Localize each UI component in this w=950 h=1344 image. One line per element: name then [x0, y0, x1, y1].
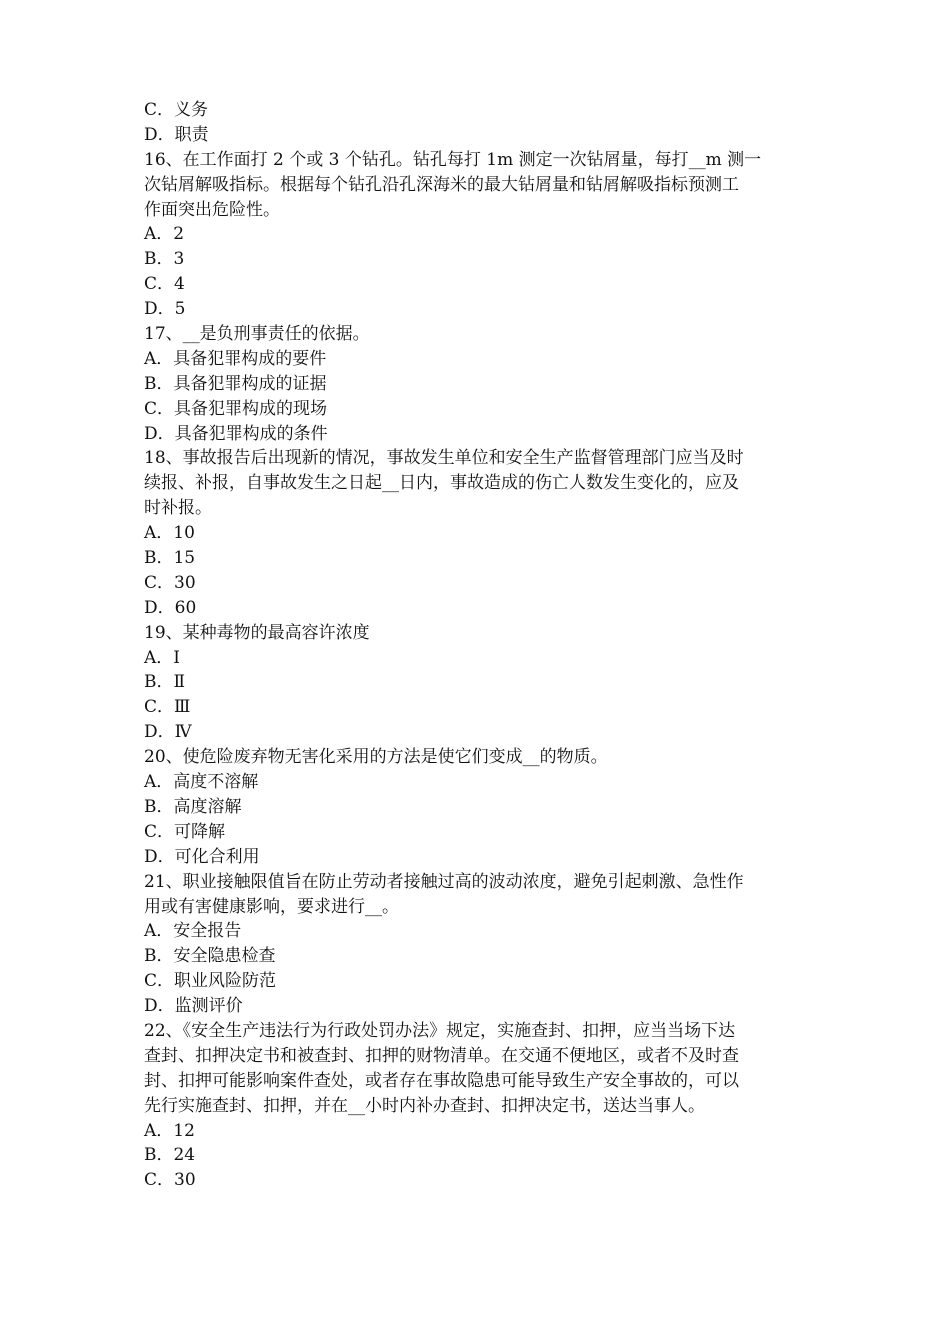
- option-line: C．具备犯罪构成的现场: [144, 398, 328, 419]
- option-line: A．2: [144, 224, 185, 245]
- option-line: A．具备犯罪构成的要件: [144, 348, 327, 369]
- option-line: C．30: [144, 572, 196, 593]
- option-line: A．10: [144, 523, 195, 544]
- option-line: B．高度溶解: [144, 796, 242, 817]
- question-line: 16、在工作面打 2 个或 3 个钻孔。钻孔每打 1m 测定一次钻屑量，每打__m 测一: [144, 149, 762, 170]
- option-line: D．可化合利用: [144, 846, 260, 867]
- option-line: B．15: [144, 548, 196, 569]
- option-line: B．Ⅱ: [144, 672, 186, 693]
- option-line: D．Ⅳ: [144, 722, 192, 743]
- option-line: C．职业风险防范: [144, 971, 277, 992]
- document-body: [144, 98, 824, 1193]
- question-line: 19、某种毒物的最高容许浓度: [144, 622, 370, 643]
- option-line: C．Ⅲ: [144, 697, 191, 718]
- question-line: 用或有害健康影响，要求进行__。: [144, 896, 399, 917]
- option-line: C．4: [144, 274, 185, 295]
- option-line: A．Ⅰ: [144, 647, 180, 668]
- option-line: A．12: [144, 1120, 195, 1141]
- question-line: 21、职业接触限值旨在防止劳动者接触过高的波动浓度，避免引起刺激、急性作: [144, 871, 744, 892]
- question-line: 先行实施查封、扣押，并在__小时内补办查封、扣押决定书，送达当事人。: [144, 1095, 705, 1116]
- question-line: 作面突出危险性。: [144, 199, 280, 220]
- option-line: C．义务: [144, 100, 209, 120]
- option-line: C．30: [144, 1170, 196, 1191]
- option-line: D．职责: [144, 124, 209, 145]
- option-line: B．安全隐患检查: [144, 946, 276, 967]
- option-line: D．5: [144, 299, 186, 320]
- option-line: B．3: [144, 249, 185, 270]
- option-line: A．安全报告: [144, 921, 242, 942]
- question-line: 20、使危险废弃物无害化采用的方法是使它们变成__的物质。: [144, 747, 608, 768]
- question-line: 17、__是负刑事责任的依据。: [144, 324, 370, 345]
- question-line: 封、扣押可能影响案件查处，或者存在事故隐患可能导致生产安全事故的，可以: [144, 1070, 739, 1091]
- question-line: 时补报。: [144, 498, 212, 519]
- question-line: 次钻屑解吸指标。根据每个钻孔沿孔深海米的最大钻屑量和钻屑解吸指标预测工: [144, 174, 739, 195]
- question-line: 续报、补报，自事故发生之日起__日内，事故造成的伤亡人数发生变化的，应及: [144, 473, 739, 494]
- option-line: C．可降解: [144, 821, 226, 842]
- option-line: B．24: [144, 1145, 196, 1166]
- option-line: D．60: [144, 597, 197, 618]
- question-line: 查封、扣押决定书和被查封、扣押的财物清单。在交通不便地区，或者不及时查: [144, 1045, 739, 1066]
- question-line: 22、《安全生产违法行为行政处罚办法》规定，实施查封、扣押，应当当场下达: [144, 1020, 736, 1041]
- option-line: A．高度不溶解: [144, 772, 259, 793]
- question-line: 18、事故报告后出现新的情况，事故发生单位和安全生产监督管理部门应当及时: [144, 448, 744, 469]
- option-line: D．具备犯罪构成的条件: [144, 423, 328, 444]
- option-line: B．具备犯罪构成的证据: [144, 373, 327, 394]
- option-line: D．监测评价: [144, 996, 243, 1017]
